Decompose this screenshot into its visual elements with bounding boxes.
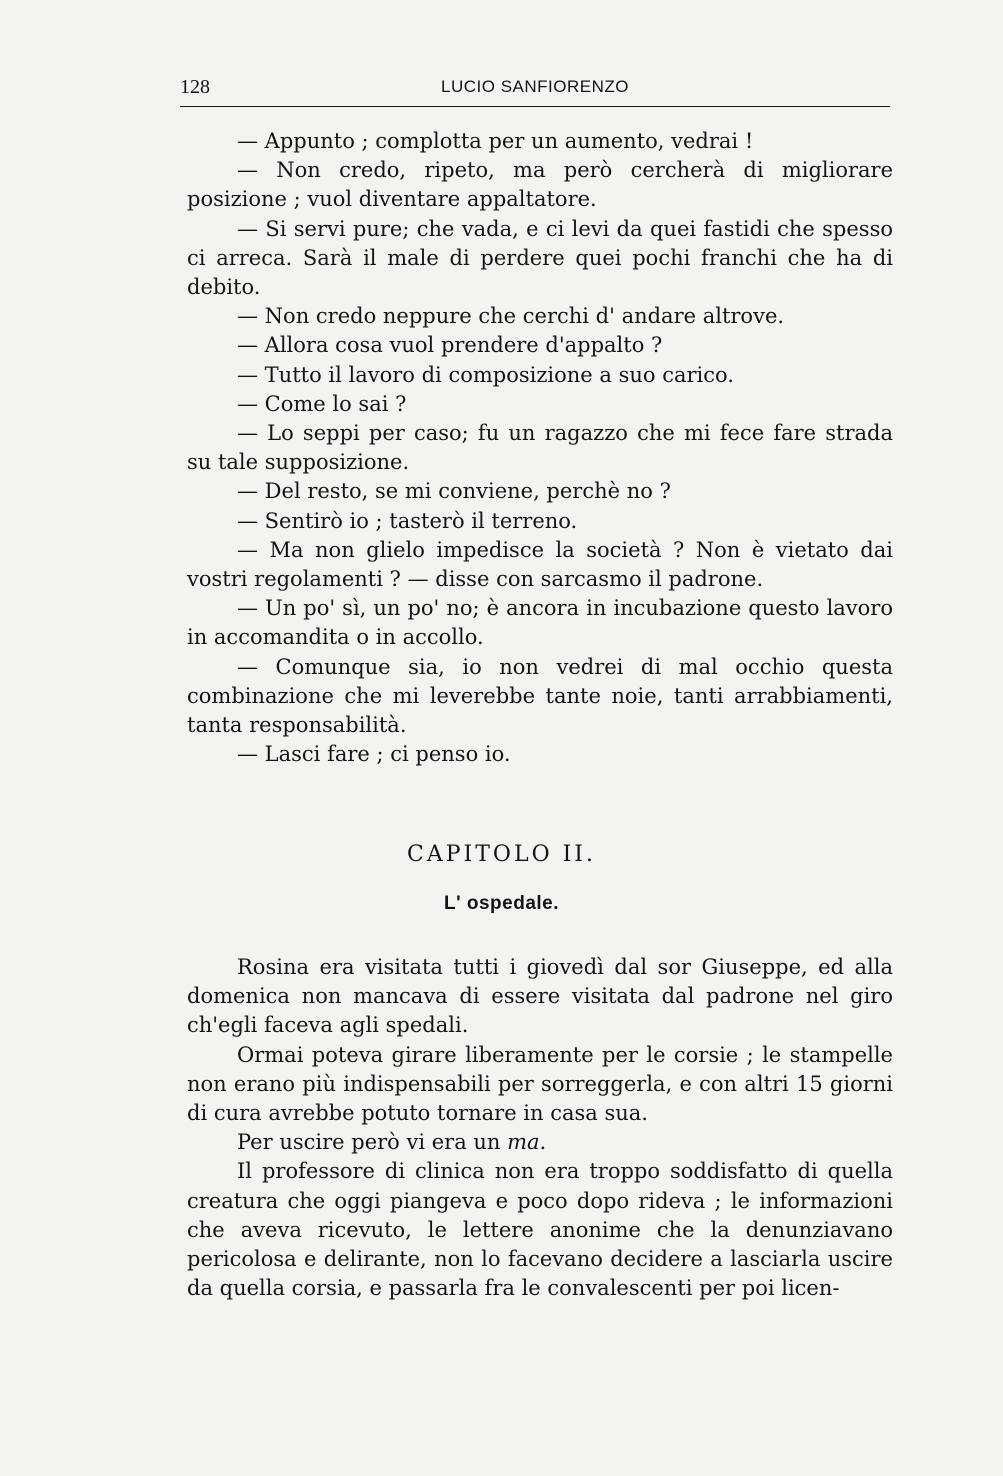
dialogue-line: — Ma non glielo impedisce la società ? Non è vietato dai vostri regolamenti ? — disse con sarcasmo il padrone. — [187, 537, 893, 592]
chapter-body — [187, 953, 893, 1303]
header-rule — [180, 106, 890, 107]
page-header — [180, 76, 890, 100]
dialogue-line: — Si servi pure; che vada, e ci levi da quei fastidi che spesso ci arreca. Sarà il male di perdere quei pochi franchi che ha di debito. — [187, 216, 893, 300]
dialogue-line: — Come lo sai ? — [237, 391, 407, 416]
dialogue-line: — Allora cosa vuol prendere d'appalto ? — [237, 333, 663, 358]
running-title: LUCIO SANFIORENZO — [441, 77, 629, 96]
dialogue-line: — Un po' sì, un po' no; è ancora in incubazione questo lavoro in accomandita o in accollo. — [187, 596, 893, 650]
dialogue-line: — Non credo neppure che cerchi d' andare altrove. — [237, 304, 785, 329]
dialogue-section — [187, 127, 893, 769]
dialogue-line: — Tutto il lavoro di composizione a suo carico. — [237, 362, 734, 387]
chapter-subtitle: L' ospedale. — [443, 893, 560, 914]
paragraph: Rosina era visitata tutti i giovedì dal sor Giuseppe, ed alla domenica non mancava di essere visitata dal padrone nel giro ch'egli faceva agli spedali. — [187, 955, 893, 1038]
chapter-heading: CAPITOLO II. — [407, 842, 596, 867]
dialogue-line: — Lasci fare ; ci penso io. — [237, 742, 511, 767]
paragraph-text: Per uscire però vi era un — [237, 1130, 508, 1155]
dialogue-line: — Del resto, se mi conviene, perchè no ? — [237, 479, 671, 504]
dialogue-line: — Comunque sia, io non vedrei di mal occhio questa combinazione che mi leverebbe tante noie, tanti arrabbiamenti, tanta responsabilità. — [187, 654, 893, 738]
page-number: 128 — [180, 76, 210, 98]
paragraph: Il professore di clinica non era troppo soddisfatto di quella creatura che oggi piangeva e poco dopo rideva ; le informazioni che aveva ricevuto, le lettere anonime che la denunziavano pericolosa e delirante, non lo facevano decidere a lasciarla uscire da quella corsia, e passarla fra le convalescenti per poi licen- — [187, 1159, 893, 1301]
dialogue-line: — Lo seppi per caso; fu un ragazzo che mi fece fare strada su tale supposizione. — [187, 421, 893, 475]
italic-word: ma. — [507, 1130, 547, 1155]
paragraph: Ormai poteva girare liberamente per le corsie ; le stampelle non erano più indispensabili per sorreggerla, e con altri 15 giorni di cura avrebbe potuto tornare in casa sua. — [187, 1042, 893, 1126]
paragraph — [187, 1128, 893, 1157]
dialogue-line: — Appunto ; complotta per un aumento, vedrai ! — [237, 129, 754, 153]
dialogue-line: — Sentirò io ; tasterò il terreno. — [237, 508, 578, 533]
dialogue-line: — Non credo, ripeto, ma però cercherà di migliorare posizione ; vuol diventare appaltatore. — [187, 158, 893, 212]
